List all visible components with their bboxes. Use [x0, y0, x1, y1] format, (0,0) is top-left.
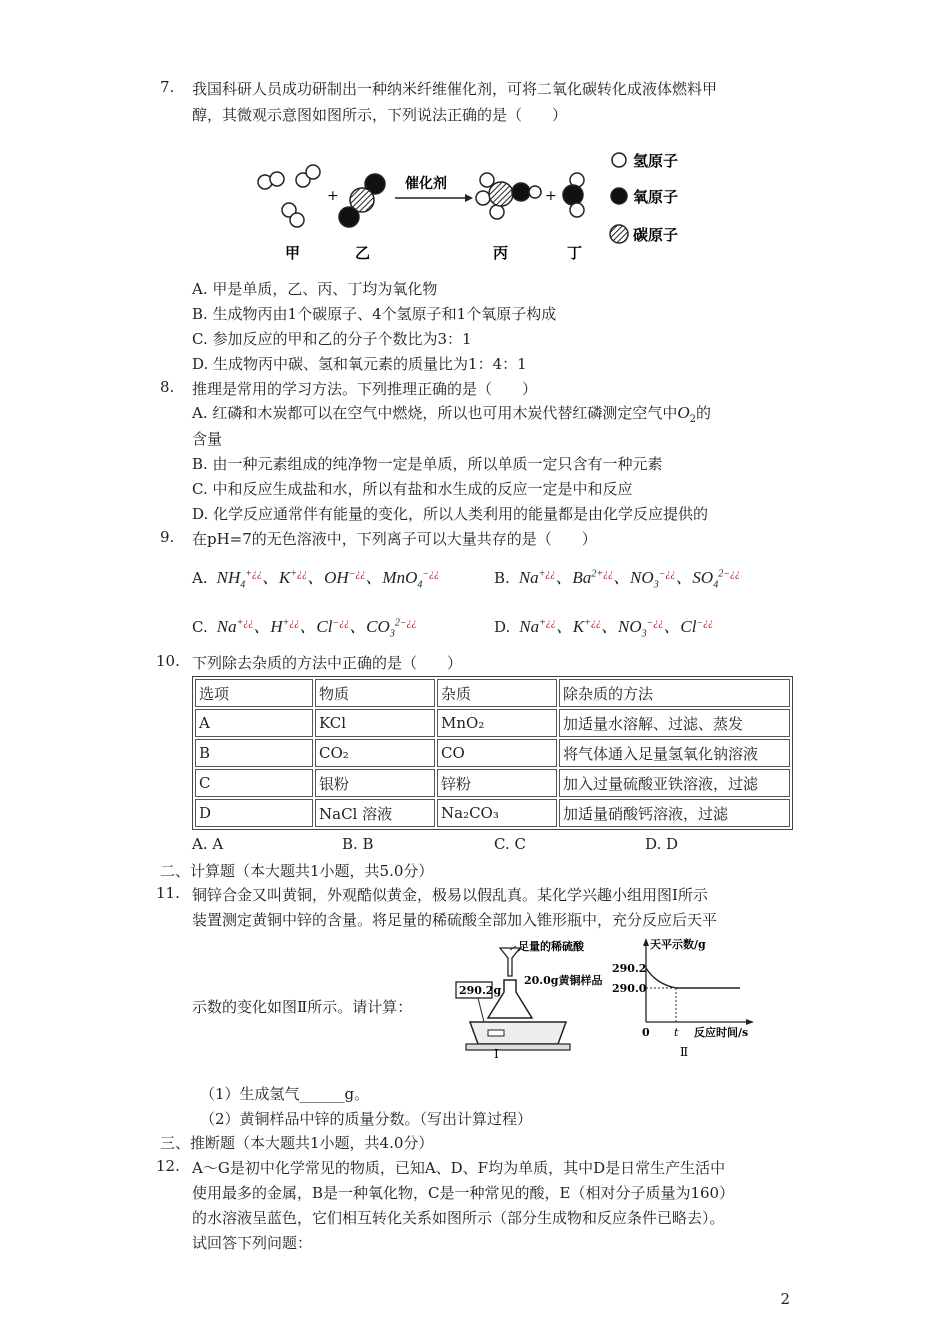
co2-molecule — [339, 174, 385, 227]
methanol-molecule — [476, 173, 541, 219]
q10-choice-d: D. D — [645, 835, 679, 853]
figure-ii-label: Ⅱ — [680, 1045, 689, 1059]
q9-d-label: D. — [494, 618, 511, 636]
q10-number: 10. — [156, 652, 180, 670]
th-option: 选项 — [195, 679, 313, 707]
q10-choice-c: C. C — [494, 835, 526, 853]
cell: 加适量硝酸钙溶液，过滤 — [559, 799, 790, 827]
table-row — [195, 739, 790, 767]
cell: A — [195, 709, 313, 737]
q9-d-ions: Na+¿¿、K+¿¿、$NO_3^{-¿¿}$、Cl−¿¿ — [515, 617, 714, 640]
q7-stem-line2: 醇，其微观示意图如图所示，下列说法正确的是（ ） — [192, 106, 568, 124]
q11-sub1: （1）生成氢气______g。 — [200, 1085, 370, 1103]
cell: Na₂CO₃ — [437, 799, 557, 827]
q8-option-b: B. 由一种元素组成的纯净物一定是单质，所以单质一定只含有一种元素 — [192, 455, 663, 473]
table-row — [195, 769, 790, 797]
y-axis-label: 天平示数/g — [650, 938, 706, 951]
q12-line2: 使用最多的金属，B是一种氧化物，C是一种常见的酸，E（相对分子质量为160） — [192, 1184, 735, 1202]
svg-text:+: + — [545, 188, 557, 204]
table-header-row — [195, 679, 790, 707]
mass-curve — [646, 968, 740, 988]
legend-carbon: 碳原子 — [633, 226, 679, 244]
section-3-heading: 三、推断题（本大题共1小题，共4.0分） — [160, 1134, 434, 1152]
q8-option-a-line2: 含量 — [192, 430, 223, 448]
cell: 银粉 — [315, 769, 435, 797]
sample-label: 20.0g黄铜样品 — [524, 974, 603, 987]
q7-number: 7. — [160, 78, 175, 96]
q12-line1: A～G是初中化学常见的物质，已知A、D、F均为单质，其中D是日常生产生活中 — [192, 1159, 726, 1177]
q9-option-c — [192, 612, 417, 639]
cell: 加适量水溶解、过滤、蒸发 — [559, 709, 790, 737]
label-bing: 丙 — [493, 244, 509, 262]
q11-number: 11. — [156, 884, 180, 902]
cell: 锌粉 — [437, 769, 557, 797]
legend-hydrogen: 氢原子 — [633, 152, 679, 170]
q10-choice-a: A. A — [192, 835, 224, 853]
cell: CO₂ — [315, 739, 435, 767]
q8-option-a-end: 的 — [696, 404, 712, 422]
cell: D — [195, 799, 313, 827]
q9-stem: 在pH=7的无色溶液中，下列离子可以大量共存的是（ ） — [192, 530, 597, 548]
q7-option-d: D. 生成物丙中碳、氢和氧元素的质量比为1：4：1 — [192, 355, 527, 373]
q9-option-d — [494, 612, 713, 639]
cell: C — [195, 769, 313, 797]
section-2-heading: 二、计算题（本大题共1小题，共5.0分） — [160, 862, 434, 880]
legend — [610, 153, 628, 243]
q7-reaction-diagram — [255, 140, 695, 265]
cell: NaCl 溶液 — [315, 799, 435, 827]
q8-option-c: C. 中和反应生成盐和水，所以有盐和水生成的反应一定是中和反应 — [192, 480, 633, 498]
q9-option-a — [192, 563, 439, 590]
cell: B — [195, 739, 313, 767]
x-tick-t: t — [674, 1026, 679, 1039]
q9-a-label: A. — [192, 569, 208, 587]
q10-choice-b: B. B — [342, 835, 374, 853]
balance-apparatus-figure — [448, 936, 623, 1060]
x-axis-label: 反应时间/s — [694, 1026, 749, 1039]
cell: MnO₂ — [437, 709, 557, 737]
y-tick-290-2: 290.2 — [612, 962, 647, 975]
page-number: 2 — [780, 1290, 790, 1308]
q12-number: 12. — [156, 1157, 180, 1175]
figure-i-label: Ⅰ — [494, 1047, 499, 1060]
y-tick-290-0: 290.0 — [612, 982, 647, 995]
q10-stem: 下列除去杂质的方法中正确的是（ ） — [192, 654, 463, 672]
q8-option-a — [192, 402, 711, 425]
th-substance: 物质 — [315, 679, 435, 707]
table-row — [195, 799, 790, 827]
cell: 加入过量硫酸亚铁溶液，过滤 — [559, 769, 790, 797]
impurity-table — [192, 676, 793, 830]
label-jia: 甲 — [285, 244, 301, 262]
q11-stem-line2: 装置测定黄铜中锌的含量。将足量的稀硫酸全部加入锥形瓶中，充分反应后天平 — [192, 911, 718, 929]
balance-reading: 290.2g — [459, 984, 502, 997]
q9-a-ions: $NH_4^{+¿¿}$、K+¿¿、OH−¿¿、MnO$_4$−¿¿ — [212, 568, 440, 591]
th-impurity: 杂质 — [437, 679, 557, 707]
label-yi: 乙 — [355, 244, 371, 262]
q12-line4: 试回答下列问题： — [192, 1234, 313, 1252]
q8-option-d: D. 化学反应通常伴有能量的变化，所以人类利用的能量都是由化学反应提供的 — [192, 505, 709, 523]
h2-molecules — [258, 165, 320, 227]
o2-subscript: 2 — [689, 414, 697, 425]
q9-option-b — [494, 563, 740, 590]
o2-formula: O — [677, 403, 690, 422]
q12-line3: 的水溶液呈蓝色，它们相互转化关系如图所示（部分生成物和反应条件已略去）。 — [192, 1209, 725, 1227]
label-ding: 丁 — [567, 244, 583, 262]
x-tick-0: 0 — [642, 1026, 650, 1039]
q7-stem-line1: 我国科研人员成功研制出一种纳米纤维催化剂，可将二氧化碳转化成液体燃料甲 — [192, 80, 718, 98]
svg-text:+: + — [327, 188, 339, 204]
q8-stem: 推理是常用的学习方法。下列推理正确的是（ ） — [192, 380, 538, 398]
legend-oxygen: 氧原子 — [633, 188, 679, 206]
cell: CO — [437, 739, 557, 767]
q8-number: 8. — [160, 378, 175, 396]
q8-option-a-text: A. 红磷和木炭都可以在空气中燃烧，所以也可用木炭代替红磷测定空气中 — [192, 404, 678, 422]
q9-c-label: C. — [192, 618, 208, 636]
q7-option-a: A. 甲是单质，乙、丙、丁均为氧化物 — [192, 280, 438, 298]
q9-c-ions: Na+¿¿、H+¿¿、Cl−¿¿、$CO_3^{2-¿¿}$ — [212, 617, 417, 640]
q7-option-b: B. 生成物丙由1个碳原子、4个氢原子和1个氧原子构成 — [192, 305, 557, 323]
q7-option-c: C. 参加反应的甲和乙的分子个数比为3：1 — [192, 330, 472, 348]
q9-b-label: B. — [494, 569, 510, 587]
q9-b-ions: Na+¿¿、$Ba^{2+¿¿}$、$NO_3^{-¿¿}$、$SO_4^{2-¿¿}$ — [514, 568, 740, 591]
water-molecule — [563, 173, 584, 217]
th-method: 除杂质的方法 — [559, 679, 790, 707]
q11-sub2: （2）黄铜样品中锌的质量分数。（写出计算过程） — [200, 1110, 533, 1128]
q11-stem-line3: 示数的变化如图Ⅱ所示。请计算： — [192, 998, 413, 1016]
cell: 将气体通入足量氢氧化钠溶液 — [559, 739, 790, 767]
cell: KCl — [315, 709, 435, 737]
acid-label: 足量的稀硫酸 — [518, 940, 584, 953]
catalyst-label: 催化剂 — [405, 176, 447, 192]
q9-number: 9. — [160, 528, 175, 546]
mass-time-graph — [610, 936, 770, 1060]
q11-stem-line1: 铜锌合金又叫黄铜，外观酷似黄金，极易以假乱真。某化学兴趣小组用图Ⅰ所示 — [192, 886, 708, 904]
table-row — [195, 709, 790, 737]
